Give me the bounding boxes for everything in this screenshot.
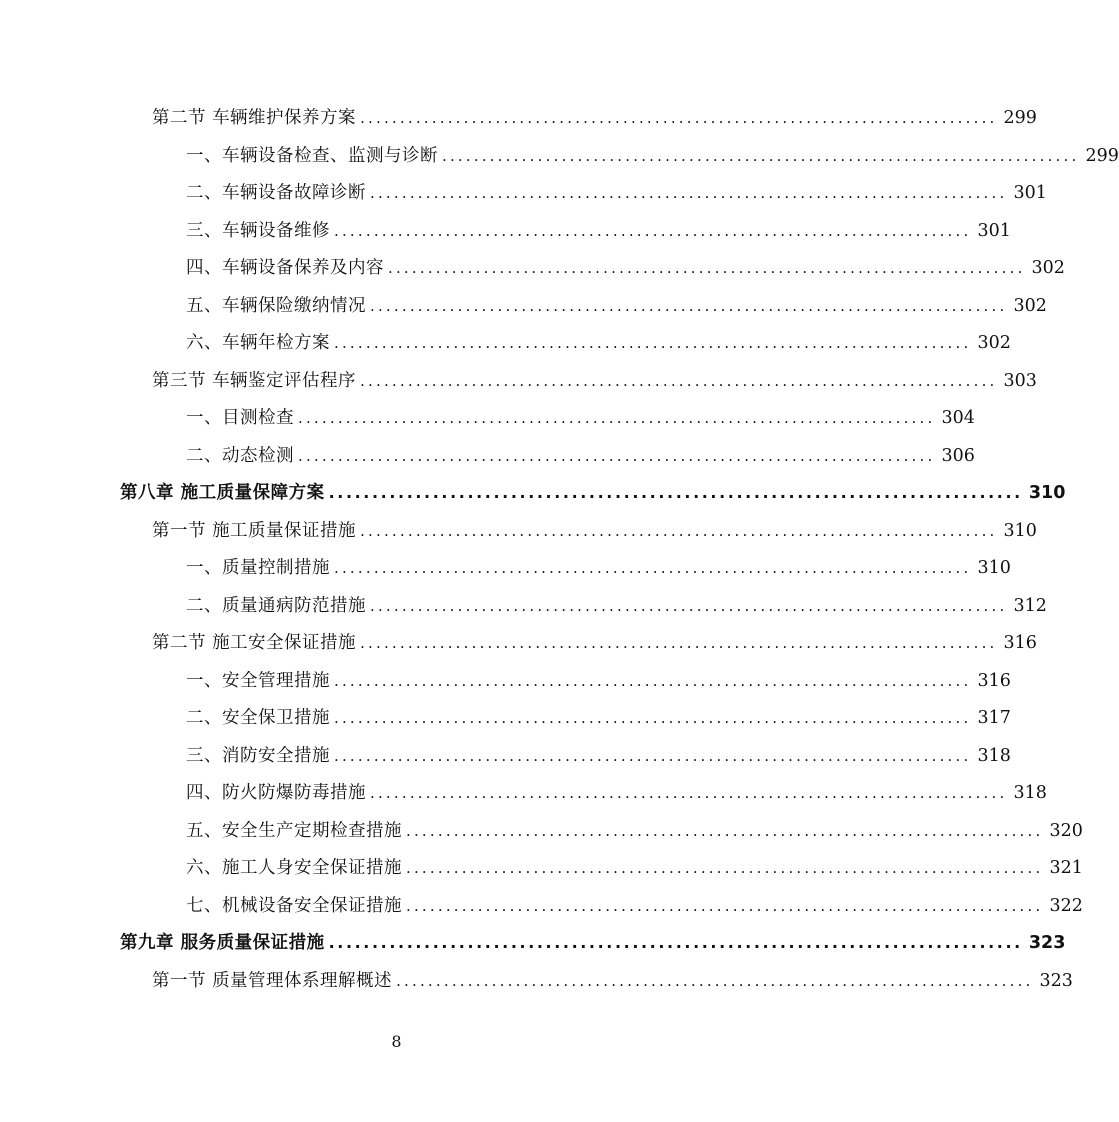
toc-entry[interactable] [186, 404, 975, 432]
toc-entry[interactable] [186, 217, 1011, 245]
toc-entry-page: 310 [1028, 483, 1066, 503]
toc-entry-page: 310 [977, 558, 1011, 578]
toc-entry[interactable] [152, 517, 1037, 545]
toc-entry[interactable] [186, 329, 1011, 357]
toc-leader-dots: ................................................................................ [396, 971, 1034, 990]
toc-entry-page: 318 [977, 745, 1011, 766]
toc-entry-title: 第一节 施工质量保证措施 [152, 520, 357, 541]
toc-leader-dots: ................................................................................ [334, 221, 972, 240]
toc-entry-title: 三、车辆设备维修 [186, 220, 330, 241]
toc-leader-dots: ................................................................................ [370, 296, 1008, 315]
toc-entry[interactable] [186, 704, 1011, 732]
toc-entry[interactable] [186, 442, 975, 470]
toc-entry-title: 一、车辆设备检查、监测与诊断 [186, 145, 438, 166]
toc-entry-title: 四、防火防爆防毒措施 [186, 783, 366, 803]
toc-entry-title: 第二节 车辆维护保养方案 [152, 108, 357, 128]
toc-entry-title: 七、机械设备安全保证措施 [186, 895, 402, 916]
toc-entry[interactable] [186, 254, 1065, 282]
toc-leader-dots: ................................................................................ [360, 109, 998, 127]
toc-leader-dots: ................................................................................ [360, 634, 998, 652]
toc-entry-page: 323 [1039, 970, 1073, 991]
toc-leader-dots: ................................................................................ [328, 483, 1023, 502]
toc-entry-title: 四、车辆设备保养及内容 [186, 258, 384, 278]
toc-entry-title: 第一节 质量管理体系理解概述 [152, 970, 393, 991]
toc-leader-dots: ................................................................................ [298, 409, 936, 427]
toc-entry[interactable] [152, 629, 1037, 657]
toc-entry-title: 第九章 服务质量保证措施 [120, 933, 325, 953]
toc-entry[interactable] [186, 817, 1083, 845]
toc-leader-dots: ................................................................................ [328, 933, 1023, 952]
toc-leader-dots: ................................................................................ [298, 446, 936, 465]
toc-entry[interactable] [186, 667, 1011, 695]
toc-entry[interactable] [186, 779, 1047, 807]
toc-leader-dots: ................................................................................ [406, 859, 1044, 877]
toc-entry-title: 第八章 施工质量保障方案 [120, 483, 325, 503]
toc-chapter-entry[interactable] [120, 479, 1066, 507]
toc-entry[interactable] [186, 292, 1047, 320]
toc-leader-dots: ................................................................................ [442, 146, 1080, 165]
toc-entry-page: 303 [1003, 370, 1037, 391]
toc-entry-page: 299 [1003, 108, 1037, 128]
toc-entry-page: 321 [1049, 858, 1083, 878]
toc-entry-page: 323 [1028, 933, 1066, 953]
toc-leader-dots: ................................................................................ [334, 746, 972, 765]
toc-leader-dots: ................................................................................ [334, 671, 972, 690]
toc-leader-dots: ................................................................................ [406, 896, 1044, 915]
toc-entry-title: 一、安全管理措施 [186, 670, 330, 691]
toc-entry-page: 316 [1003, 633, 1037, 653]
toc-entry-page: 299 [1085, 145, 1119, 166]
toc-entry-page: 322 [1049, 895, 1083, 916]
toc-entry-page: 301 [1013, 183, 1047, 203]
toc-entry-title: 二、质量通病防范措施 [186, 595, 366, 616]
toc-entry-title: 二、动态检测 [186, 445, 294, 466]
toc-entry[interactable] [152, 104, 1037, 132]
toc-entry-page: 306 [941, 445, 975, 466]
toc-entry[interactable] [186, 142, 1119, 170]
toc-entry-title: 二、安全保卫措施 [186, 708, 330, 728]
toc-entry-title: 六、施工人身安全保证措施 [186, 858, 402, 878]
toc-entry-page: 301 [977, 220, 1011, 241]
toc-leader-dots: ................................................................................ [334, 559, 972, 577]
toc-entry-page: 316 [977, 670, 1011, 691]
toc-entry-title: 五、车辆保险缴纳情况 [186, 295, 366, 316]
toc-leader-dots: ................................................................................ [406, 821, 1044, 840]
toc-entry-title: 第二节 施工安全保证措施 [152, 633, 357, 653]
toc-entry[interactable] [186, 179, 1047, 207]
toc-leader-dots: ................................................................................ [334, 709, 972, 727]
toc-entry-page: 302 [1031, 258, 1065, 278]
toc-leader-dots: ................................................................................ [334, 334, 972, 352]
toc-entry[interactable] [186, 854, 1083, 882]
toc-entry-title: 二、车辆设备故障诊断 [186, 183, 366, 203]
toc-entry[interactable] [186, 892, 1083, 920]
toc-leader-dots: ................................................................................ [370, 596, 1008, 615]
toc-entry-page: 320 [1049, 820, 1083, 841]
toc-leader-dots: ................................................................................ [370, 184, 1008, 202]
toc-entry-page: 310 [1003, 520, 1037, 541]
toc-entry-title: 六、车辆年检方案 [186, 333, 330, 353]
toc-entry[interactable] [152, 967, 1073, 995]
toc-entry[interactable] [186, 554, 1011, 582]
page-number: 8 [391, 1032, 402, 1051]
toc-entry-title: 五、安全生产定期检查措施 [186, 820, 402, 841]
toc-leader-dots: ................................................................................ [388, 259, 1026, 277]
toc-entry-title: 一、质量控制措施 [186, 558, 330, 578]
toc-entry-page: 302 [1013, 295, 1047, 316]
toc-entry-page: 318 [1013, 783, 1047, 803]
toc-entry-page: 317 [977, 708, 1011, 728]
toc-leader-dots: ................................................................................ [360, 521, 998, 540]
toc-leader-dots: ................................................................................ [370, 784, 1008, 802]
toc-entry[interactable] [186, 742, 1011, 770]
toc-chapter-entry[interactable] [120, 929, 1066, 957]
toc-leader-dots: ................................................................................ [360, 371, 998, 390]
toc-entry-page: 304 [941, 408, 975, 428]
toc-entry-title: 第三节 车辆鉴定评估程序 [152, 370, 357, 391]
toc-entry-page: 302 [977, 333, 1011, 353]
toc-entry-page: 312 [1013, 595, 1047, 616]
toc-entry[interactable] [186, 592, 1047, 620]
toc-entry-title: 三、消防安全措施 [186, 745, 330, 766]
toc-entry[interactable] [152, 367, 1037, 395]
toc-entry-title: 一、目测检查 [186, 408, 294, 428]
